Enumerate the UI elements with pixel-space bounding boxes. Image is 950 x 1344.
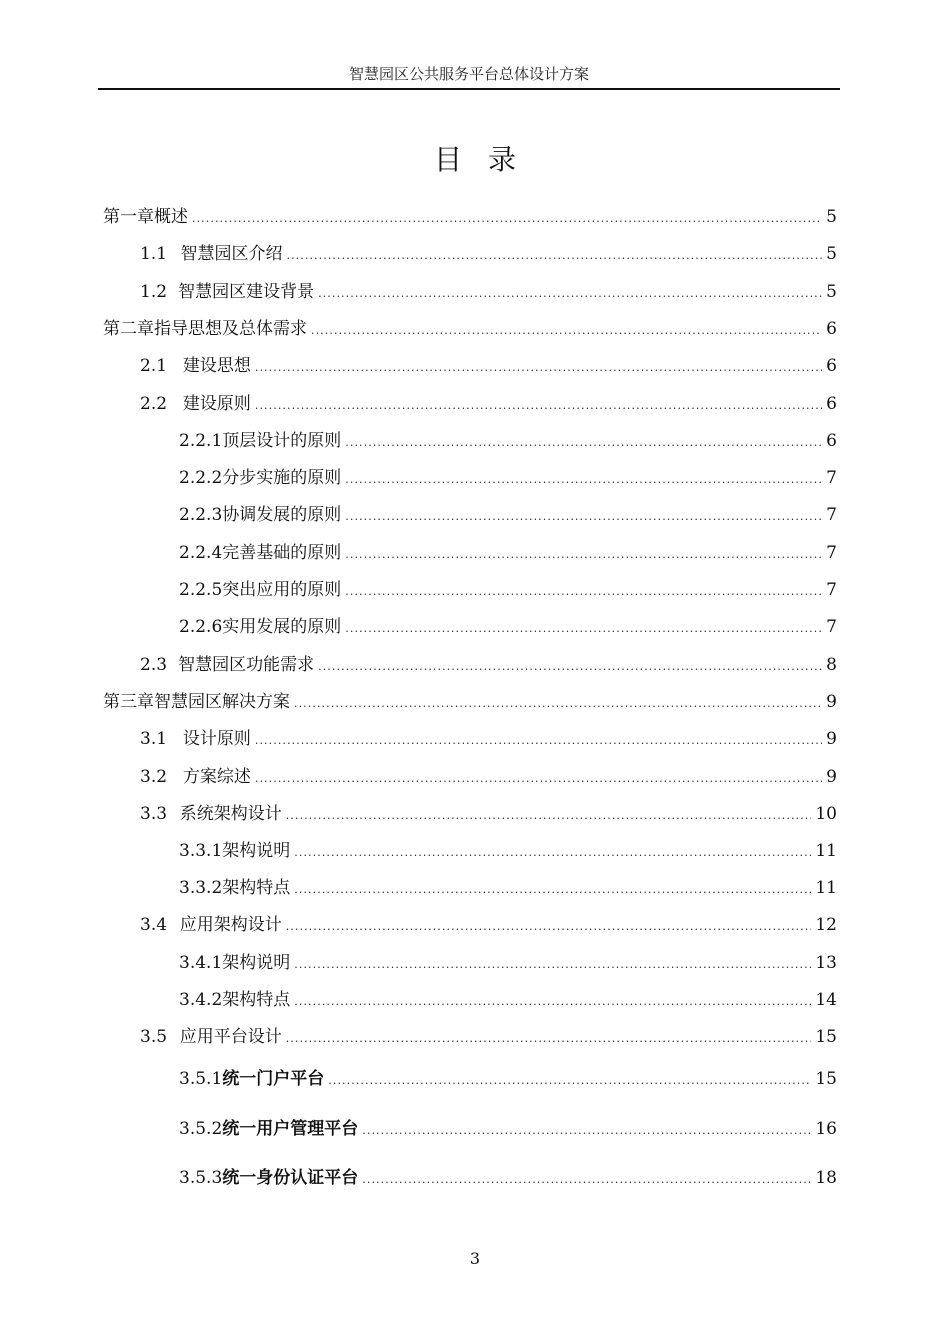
toc-dot-leader <box>311 317 822 343</box>
toc-entry-number: 3.5.2 <box>179 1119 223 1139</box>
toc-entry-number: 2.1 <box>140 356 168 376</box>
toc-entry-title: 方案综述 <box>182 767 251 787</box>
toc-entry-number: 3.1 <box>140 729 168 749</box>
toc-entry-title: 协调发展的原则 <box>222 505 342 525</box>
toc-entry-number: 2.2.3 <box>179 505 223 525</box>
toc-entry-chapter-3[interactable] <box>103 690 837 716</box>
toc-entry-page: 5 <box>826 244 837 264</box>
toc-entry-page: 7 <box>826 617 837 637</box>
toc-entry-number: 3.4.1 <box>179 953 223 973</box>
toc-entry-number: 2.2.1 <box>179 431 223 451</box>
toc-entry-page: 11 <box>815 878 837 898</box>
toc-entry-title: 应用架构设计 <box>179 915 282 935</box>
toc-entry-2-2-3[interactable] <box>179 503 837 529</box>
toc-entry-chapter-1[interactable] <box>103 205 837 231</box>
toc-entry-number: 3.4 <box>140 915 168 935</box>
toc-entry-page: 9 <box>826 729 837 749</box>
toc-entry-title: 架构特点 <box>222 990 291 1010</box>
toc-entry-page: 8 <box>826 655 837 675</box>
toc-entry-2-2-4[interactable] <box>179 541 837 567</box>
toc-entry-page: 15 <box>815 1069 837 1089</box>
toc-entry-title: 应用平台设计 <box>179 1027 282 1047</box>
toc-entry-number: 2.2.4 <box>179 543 223 563</box>
toc-entry-title: 设计原则 <box>182 729 251 749</box>
toc-dot-leader <box>318 280 822 306</box>
page-number: 3 <box>469 1249 481 1268</box>
toc-entry-title: 架构特点 <box>222 878 291 898</box>
toc-entry-page: 7 <box>826 543 837 563</box>
toc-dot-leader <box>362 1166 811 1192</box>
toc-entry-2-2-5[interactable] <box>179 578 837 604</box>
toc-entry-page: 9 <box>826 767 837 787</box>
running-header: 智慧园区公共服务平台总体设计方案 <box>348 65 589 83</box>
toc-dot-leader <box>318 653 822 679</box>
toc-entry-number: 2.3 <box>140 655 168 675</box>
toc-entry-page: 6 <box>826 394 837 414</box>
toc-entry-page: 5 <box>826 282 837 302</box>
toc-entry-2-3[interactable] <box>140 653 837 679</box>
toc-entry-number: 3.4.2 <box>179 990 223 1010</box>
toc-entry-title: 概述 <box>154 207 188 227</box>
toc-entry-title: 统一门户平台 <box>222 1069 325 1089</box>
toc-entry-title: 实用发展的原则 <box>222 617 342 637</box>
toc-dot-leader <box>345 503 822 529</box>
toc-dot-leader <box>294 839 811 865</box>
toc-entry-number: 3.2 <box>140 767 168 787</box>
toc-dot-leader <box>294 951 811 977</box>
toc-dot-leader <box>345 466 822 492</box>
toc-entry-page: 6 <box>826 431 837 451</box>
toc-entry-3-3[interactable] <box>140 802 837 828</box>
toc-entry-1-1[interactable] <box>140 242 837 268</box>
toc-dot-leader <box>345 541 822 567</box>
toc-dot-leader <box>286 242 822 268</box>
toc-dot-leader <box>328 1067 811 1093</box>
toc-entry-page: 6 <box>826 356 837 376</box>
toc-dot-leader <box>255 392 822 418</box>
toc-entry-page: 18 <box>815 1168 837 1188</box>
toc-entry-3-5[interactable] <box>140 1025 837 1051</box>
toc-entry-title: 架构说明 <box>222 953 291 973</box>
toc-entry-page: 13 <box>815 953 837 973</box>
toc-entry-title: 智慧园区建设背景 <box>178 282 315 302</box>
toc-dot-leader <box>345 615 822 641</box>
toc-entry-chapter-2[interactable] <box>103 317 837 343</box>
toc-entry-2-2[interactable] <box>140 392 837 418</box>
toc-entry-page: 7 <box>826 580 837 600</box>
toc-entry-number: 2.2.2 <box>179 468 223 488</box>
toc-entry-3-3-1[interactable] <box>179 839 837 865</box>
toc-entry-title: 智慧园区介绍 <box>180 244 283 264</box>
toc-entry-3-2[interactable] <box>140 765 837 791</box>
toc-dot-leader <box>286 1025 812 1051</box>
toc-entry-page: 7 <box>826 505 837 525</box>
toc-entry-2-2-2[interactable] <box>179 466 837 492</box>
toc-entry-number: 第二章 <box>103 319 154 339</box>
toc-entry-title: 智慧园区功能需求 <box>178 655 315 675</box>
toc-entry-title: 架构说明 <box>222 841 291 861</box>
toc-entry-number: 2.2.5 <box>179 580 223 600</box>
toc-dot-leader <box>345 578 822 604</box>
toc-dot-leader <box>362 1117 811 1143</box>
toc-entry-title: 系统架构设计 <box>179 804 282 824</box>
toc-entry-number: 3.3.2 <box>179 878 223 898</box>
toc-entry-title: 建设思想 <box>182 356 251 376</box>
toc-entry-3-3-2[interactable] <box>179 876 837 902</box>
toc-entry-number: 第一章 <box>103 207 154 227</box>
toc-entry-2-1[interactable] <box>140 354 837 380</box>
toc-entry-title: 分步实施的原则 <box>222 468 342 488</box>
toc-entry-3-4-1[interactable] <box>179 951 837 977</box>
toc-dot-leader <box>192 205 822 231</box>
toc-entry-title: 智慧园区解决方案 <box>154 692 290 712</box>
toc-dot-leader <box>294 988 811 1014</box>
toc-dot-leader <box>345 429 822 455</box>
toc-entry-number: 第三章 <box>103 692 154 712</box>
toc-entry-3-4[interactable] <box>140 913 837 939</box>
toc-entry-page: 11 <box>815 841 837 861</box>
toc-entry-title: 完善基础的原则 <box>222 543 342 563</box>
toc-entry-title: 统一身份认证平台 <box>222 1168 359 1188</box>
toc-dot-leader <box>255 765 822 791</box>
toc-entry-page: 6 <box>826 319 837 339</box>
toc-entry-title: 突出应用的原则 <box>222 580 342 600</box>
toc-entry-number: 2.2.6 <box>179 617 223 637</box>
toc-entry-number: 3.3.1 <box>179 841 223 861</box>
toc-dot-leader <box>294 876 811 902</box>
toc-entry-page: 12 <box>815 915 837 935</box>
toc-entry-3-4-2[interactable] <box>179 988 837 1014</box>
toc-entry-page: 14 <box>815 990 837 1010</box>
toc-entry-title: 顶层设计的原则 <box>222 431 342 451</box>
toc-entry-number: 3.5.1 <box>179 1069 223 1089</box>
toc-dot-leader <box>255 354 822 380</box>
toc-entry-page: 5 <box>826 207 837 227</box>
toc-entry-page: 7 <box>826 468 837 488</box>
toc-entry-2-2-1[interactable] <box>179 429 837 455</box>
toc-entry-title: 指导思想及总体需求 <box>154 319 307 339</box>
toc-entry-number: 1.2 <box>140 282 168 302</box>
toc-entry-1-2[interactable] <box>140 280 837 306</box>
toc-entry-3-5-2[interactable] <box>179 1117 837 1143</box>
toc-dot-leader <box>286 913 812 939</box>
toc-entry-number: 3.5.3 <box>179 1168 223 1188</box>
toc-entry-3-1[interactable] <box>140 727 837 753</box>
toc-dot-leader <box>294 690 822 716</box>
toc-dot-leader <box>255 727 822 753</box>
toc-entry-number: 3.5 <box>140 1027 168 1047</box>
toc-entry-2-2-6[interactable] <box>179 615 837 641</box>
toc-entry-number: 1.1 <box>140 244 168 264</box>
toc-entry-page: 9 <box>826 692 837 712</box>
toc-entry-title: 统一用户管理平台 <box>222 1119 359 1139</box>
toc-entry-3-5-1[interactable] <box>179 1067 837 1093</box>
toc-title: 目录 <box>433 143 542 176</box>
toc-entry-page: 15 <box>815 1027 837 1047</box>
toc-entry-number: 3.3 <box>140 804 168 824</box>
toc-entry-title: 建设原则 <box>182 394 251 414</box>
toc-entry-3-5-3[interactable] <box>179 1166 837 1192</box>
toc-entry-number: 2.2 <box>140 394 168 414</box>
toc-dot-leader <box>286 802 812 828</box>
toc-entry-page: 16 <box>815 1119 837 1139</box>
toc-entry-page: 10 <box>815 804 837 824</box>
